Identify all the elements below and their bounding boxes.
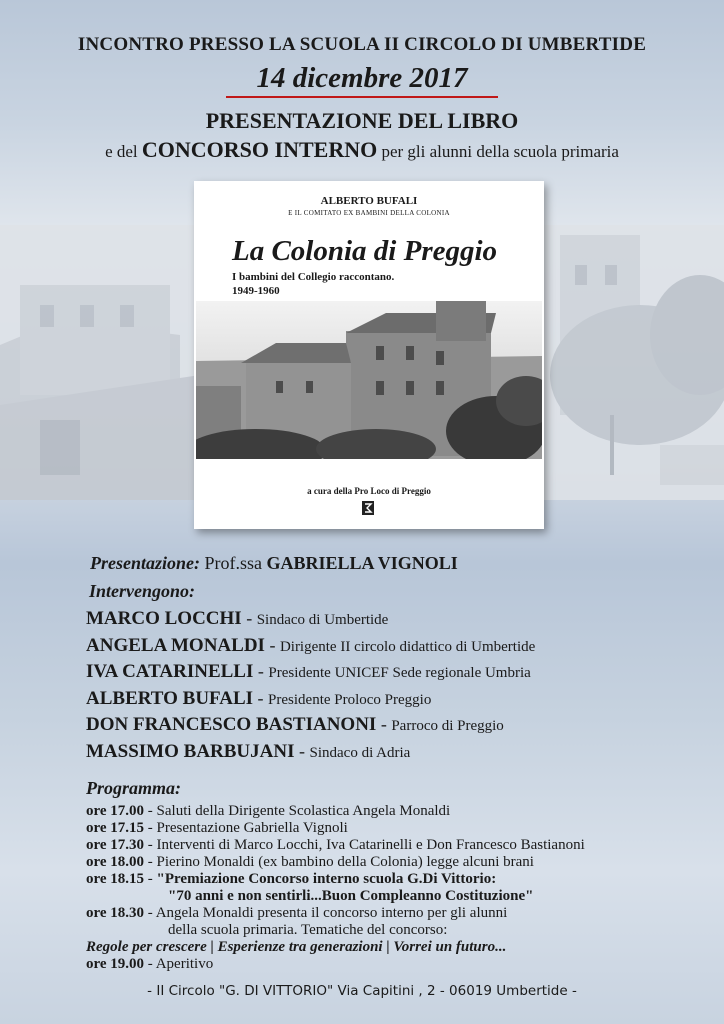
event-date: 14 dicembre 2017 — [226, 62, 497, 98]
speaker-role: Sindaco di Umbertide — [256, 612, 389, 628]
contest-prefix: e del — [105, 142, 138, 161]
header — [0, 34, 724, 163]
book-curator: a cura della Pro Loco di Preggio — [307, 486, 431, 496]
speaker-role: Sindaco di Adria — [309, 744, 411, 761]
programme-time: ore 17.00 — [86, 803, 145, 819]
programme-item: ore 17.15 - Presentazione Gabriella Vignoli — [86, 820, 348, 836]
speaker-name: MASSIMO BARBUJANI — [86, 740, 295, 762]
footer-address: - II Circolo "G. DI VITTORIO" Via Capitini , 2 - 06019 Umbertide - — [147, 983, 577, 999]
speaker-name: ANGELA MONALDI — [86, 634, 265, 656]
speaker-name: IVA CATARINELLI — [86, 661, 254, 682]
speaker-role: Presidente UNICEF Sede regionale Umbria — [268, 665, 531, 681]
book-cover — [194, 181, 544, 529]
programme-text: Saluti della Dirigente Scolastica Angela Monaldi — [156, 803, 451, 819]
contest-suffix: per gli alunni della scuola primaria — [381, 142, 619, 161]
programma-label: Programma: — [86, 778, 182, 798]
programme-item: ore 18.00 - Pierino Monaldi (ex bambino della Colonia) legge alcuni brani — [86, 854, 534, 870]
presenter-prefix: Prof.ssa — [204, 553, 262, 573]
book-presentation-heading: PRESENTAZIONE DEL LIBRO — [205, 108, 519, 133]
speaker-row: ALBERTO BUFALI - Presidente Proloco Preggio — [86, 687, 432, 709]
contest-heading — [0, 137, 724, 163]
speaker-role: Parroco di Preggio — [391, 718, 504, 734]
book-title: La Colonia di Preggio — [232, 235, 498, 267]
book-comitato: E IL COMITATO EX BAMBINI DELLA COLONIA — [288, 209, 450, 217]
speaker-row: IVA CATARINELLI - Presidente UNICEF Sede regionale Umbria — [86, 661, 531, 682]
contest-bold: CONCORSO INTERNO — [141, 137, 378, 162]
speaker-role: Presidente Proloco Preggio — [268, 691, 432, 708]
speaker-row: MARCO LOCCHI - Sindaco di Umbertide — [86, 608, 389, 629]
speaker-row: MASSIMO BARBUJANI - Sindaco di Adria — [86, 740, 411, 762]
programme-label — [86, 778, 724, 799]
speakers-label — [89, 581, 724, 602]
book-author: ALBERTO BUFALI — [320, 195, 418, 207]
programme-time: ore 18.15 — [86, 871, 145, 887]
publisher-logo-icon — [362, 501, 374, 515]
speaker-role: Dirigente II circolo didattico di Umbertide — [279, 638, 536, 655]
programme-time: ore 19.00 — [86, 956, 145, 972]
programme-item-cont — [86, 888, 724, 905]
programme-item: ore 18.15 - "Premiazione Concorso interno scuola G.Di Vittorio: — [86, 871, 497, 887]
programme-item: ore 18.30 - Angela Monaldi presenta il concorso interno per gli alunni — [86, 905, 508, 921]
programme-text: "Premiazione Concorso interno scuola G.Di Vittorio: — [156, 871, 497, 887]
programme-time: ore 17.15 — [86, 820, 145, 836]
intervengono-label: Intervengono: — [89, 581, 196, 601]
event-location: INCONTRO PRESSO LA SCUOLA II CIRCOLO DI UMBERTIDE — [77, 34, 647, 55]
contest-themes: Regole per crescere | Esperienze tra generazioni | Vorrei un futuro... — [86, 939, 507, 955]
speakers-list — [86, 608, 724, 767]
programme-item: ore 19.00 - Aperitivo — [86, 956, 214, 972]
programme-text: Presentazione Gabriella Vignoli — [156, 820, 348, 836]
programme-item: ore 17.30 - Interventi di Marco Locchi, Iva Catarinelli e Don Francesco Bastianoni — [86, 837, 585, 853]
book-cover-photo — [196, 301, 542, 459]
speaker-name: MARCO LOCCHI — [86, 608, 242, 629]
speaker-name: ALBERTO BUFALI — [86, 687, 254, 709]
presenter-name: GABRIELLA VIGNOLI — [266, 553, 458, 573]
book-years: 1949-1960 — [232, 285, 280, 297]
speaker-row: ANGELA MONALDI - Dirigente II circolo didattico di Umbertide — [86, 634, 536, 656]
programme-text: Interventi di Marco Locchi, Iva Catarinelli e Don Francesco Bastianoni — [156, 837, 585, 853]
programme-item: ore 17.00 - Saluti della Dirigente Scolastica Angela Monaldi — [86, 803, 451, 819]
speaker-row: DON FRANCESCO BASTIANONI - Parroco di Preggio — [86, 714, 504, 735]
presenter-label: Presentazione: — [90, 553, 200, 573]
programme-text: "70 anni e non sentirli...Buon Compleanno Costituzione" — [168, 888, 534, 904]
book-subtitle: I bambini del Collegio raccontano. — [232, 271, 395, 283]
programme-text: Aperitivo — [155, 956, 214, 972]
programme-time: ore 17.30 — [86, 837, 145, 853]
programme-list — [86, 803, 724, 973]
speaker-name: DON FRANCESCO BASTIANONI — [86, 714, 377, 735]
programme-text: Angela Monaldi presenta il concorso interno per gli alunni — [155, 905, 508, 921]
programme-time: ore 18.00 — [86, 854, 145, 870]
programme-text: della scuola primaria. Tematiche del concorso: — [168, 922, 448, 938]
programme-text: Pierino Monaldi (ex bambino della Colonia) legge alcuni brani — [156, 854, 534, 870]
presenter-line — [90, 553, 724, 574]
programme-time: ore 18.30 — [86, 905, 145, 921]
programme-item-cont — [86, 922, 724, 939]
